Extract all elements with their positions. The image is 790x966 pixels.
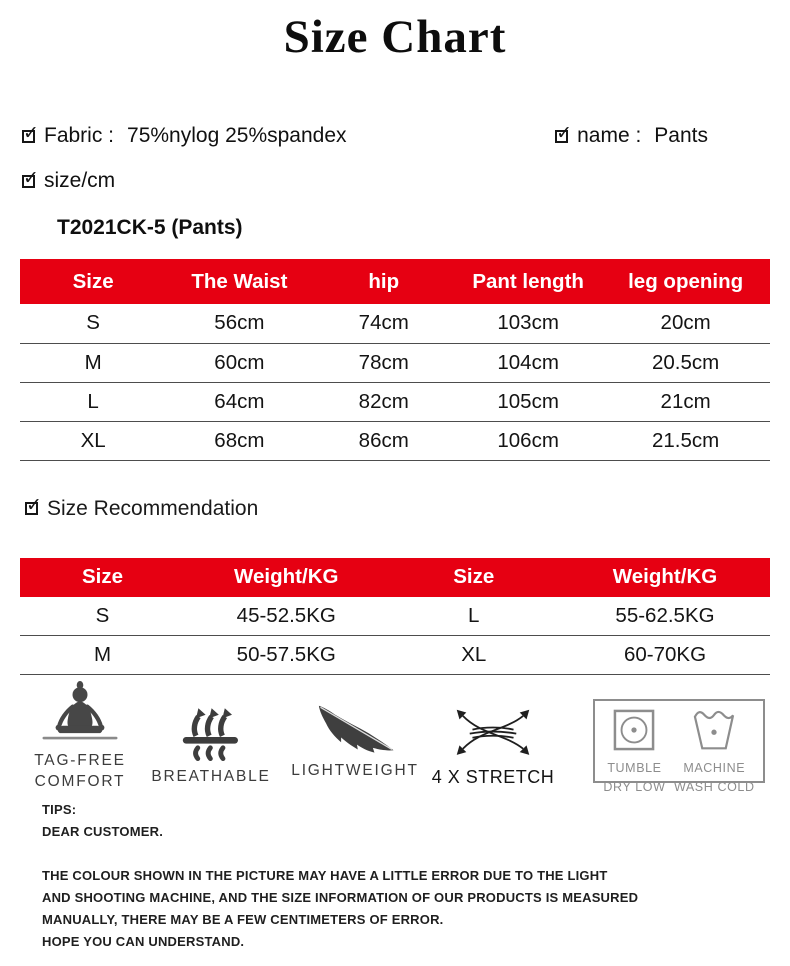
cell-weight: 45-52.5KG [236, 603, 336, 627]
checkbox-checked-icon [22, 167, 39, 189]
size-table-header [20, 259, 770, 304]
care-label: WASH COLD [673, 780, 755, 794]
care-instructions-box [593, 699, 765, 794]
cell-size: S [86, 311, 100, 335]
feature-icons-row [0, 681, 790, 794]
cell-leg-opening: 20cm [660, 311, 711, 335]
model-number: T2021CK-5 (Pants) [57, 216, 243, 239]
column-header: leg opening [628, 269, 744, 293]
fabric-field [22, 124, 347, 148]
cell-waist: 60cm [214, 350, 265, 374]
cell-hip: 78cm [358, 350, 409, 374]
feather-icon [309, 701, 401, 755]
machine-wash-icon [692, 708, 736, 752]
cell-size: L [87, 389, 99, 413]
cell-weight: 55-62.5KG [615, 603, 715, 627]
cell-waist: 68cm [214, 428, 265, 452]
cell-hip: 74cm [358, 311, 409, 335]
tips-line: MANUALLY, THERE MAY BE A FEW CENTIMETERS OF ERROR. [42, 912, 444, 927]
recommendation-table-header [20, 558, 770, 597]
check-mark: ✓ [26, 495, 42, 516]
column-header: Size [72, 269, 114, 293]
page-title: Size Chart [283, 11, 507, 63]
care-label: MACHINE [683, 761, 746, 775]
table-row [20, 597, 770, 636]
column-header: Size [81, 565, 124, 588]
feature-label: BREATHABLE [151, 768, 271, 785]
meditation-icon [34, 681, 126, 745]
cell-size: M [93, 643, 112, 666]
breathable-icon [178, 707, 244, 761]
care-label: DRY LOW [603, 780, 666, 794]
table-row [20, 421, 770, 460]
check-mark: ✓ [23, 122, 39, 144]
tips-heading: TIPS: [42, 802, 77, 817]
cell-leg-opening: 21.5cm [652, 428, 720, 452]
size-unit-row [22, 169, 770, 193]
cell-hip: 82cm [358, 389, 409, 413]
cell-pant-length: 105cm [497, 389, 559, 413]
feature-4x-stretch [426, 707, 560, 788]
cell-size: S [95, 603, 110, 627]
column-header: Weight/KG [612, 565, 718, 588]
tips-line: THE COLOUR SHOWN IN THE PICTURE MAY HAVE A LITTLE ERROR DUE TO THE LIGHT [42, 868, 608, 883]
feature-tag-free-comfort [24, 681, 136, 792]
column-header: Pant length [472, 269, 584, 293]
cell-weight: 60-70KG [623, 643, 707, 666]
cell-leg-opening: 21cm [660, 389, 711, 413]
size-table [20, 259, 770, 461]
care-tumble-dry [603, 708, 665, 795]
table-row [20, 343, 770, 382]
table-row [20, 382, 770, 421]
table-row [20, 304, 770, 343]
checkbox-checked-icon [555, 122, 573, 144]
check-mark: ✓ [556, 122, 573, 144]
column-header: Size [453, 565, 495, 588]
care-label: TUMBLE [607, 761, 662, 775]
tips-section [42, 799, 750, 953]
cell-weight: 50-57.5KG [236, 643, 336, 666]
tips-line: HOPE YOU CAN UNDERSTAND. [42, 934, 245, 949]
column-header: hip [368, 269, 400, 293]
tips-line: AND SHOOTING MACHINE, AND THE SIZE INFORMATION OF OUR PRODUCTS IS MEASURED [42, 890, 639, 905]
size-recommendation-label: Size Recommendation [47, 496, 259, 520]
feature-label: LIGHTWEIGHT [291, 762, 419, 779]
size-recommendation-heading [25, 497, 790, 521]
cell-pant-length: 106cm [497, 428, 559, 452]
table-row [20, 636, 770, 675]
feature-label: TAG-FREE [34, 752, 126, 769]
tumble-dry-icon [612, 708, 656, 752]
care-machine-wash [674, 708, 755, 795]
cell-waist: 56cm [214, 311, 265, 335]
cell-leg-opening: 20.5cm [652, 350, 720, 374]
size-unit-label: size/cm [44, 169, 116, 192]
fabric-value: 75%nylog 25%spandex [127, 124, 347, 147]
feature-label: COMFORT [34, 773, 126, 790]
cell-waist: 64cm [214, 389, 265, 413]
cell-size: M [84, 350, 102, 374]
cell-hip: 86cm [358, 428, 409, 452]
checkbox-checked-icon [25, 495, 42, 516]
tips-line [42, 843, 750, 865]
name-field [555, 124, 708, 148]
cell-size: XL [80, 428, 106, 452]
cell-size: L [468, 603, 480, 627]
cell-size: XL [461, 643, 487, 666]
column-header: The Waist [191, 269, 288, 293]
feature-breathable [150, 707, 272, 787]
checkbox-checked-icon [22, 122, 39, 144]
name-value: Pants [654, 124, 708, 147]
cell-pant-length: 104cm [497, 350, 559, 374]
tips-line: DEAR CUSTOMER. [42, 824, 164, 839]
stretch-arrows-icon [451, 707, 535, 759]
feature-lightweight [288, 701, 422, 781]
recommendation-table [20, 558, 770, 676]
meta-row [22, 124, 770, 148]
column-header: Weight/KG [234, 565, 339, 588]
cell-pant-length: 103cm [497, 311, 559, 335]
name-label: name : [577, 124, 642, 147]
feature-label: 4 X STRETCH [431, 767, 555, 787]
fabric-label: Fabric : [44, 124, 115, 147]
check-mark: ✓ [23, 167, 39, 189]
